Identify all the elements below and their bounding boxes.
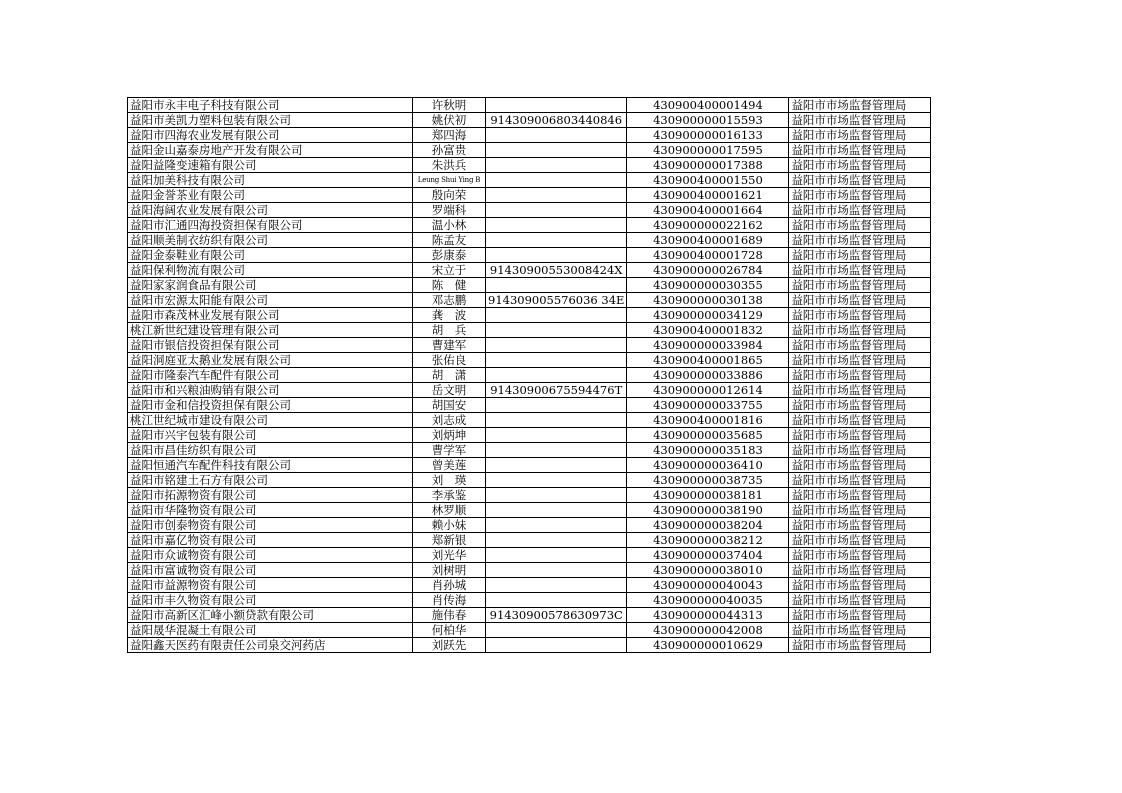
credit-code-cell <box>486 98 627 113</box>
registration-number-cell: 430900000035685 <box>627 428 789 443</box>
registration-number-cell: 430900000015593 <box>627 113 789 128</box>
table-row <box>128 98 931 113</box>
table-row <box>128 443 931 458</box>
registration-number-cell: 430900000017388 <box>627 158 789 173</box>
legal-representative-cell: 何柏华 <box>413 623 486 638</box>
legal-representative-cell: 殷向荣 <box>413 188 486 203</box>
credit-code-cell <box>486 158 627 173</box>
credit-code-cell <box>486 563 627 578</box>
legal-representative-cell: 郑四海 <box>413 128 486 143</box>
legal-representative-cell: 肖孙城 <box>413 578 486 593</box>
company-name-cell: 益阳市四海农业发展有限公司 <box>128 128 413 143</box>
credit-code-cell <box>486 533 627 548</box>
legal-representative-cell: 刘树明 <box>413 563 486 578</box>
authority-cell: 益阳市市场监督管理局 <box>789 578 931 593</box>
legal-representative-cell: 郑新银 <box>413 533 486 548</box>
table-row <box>128 218 931 233</box>
legal-representative-cell: 林罗顺 <box>413 503 486 518</box>
credit-code-cell: 91430900553008424X <box>486 263 627 278</box>
registration-number-cell: 430900000035183 <box>627 443 789 458</box>
table-row <box>128 398 931 413</box>
legal-representative-cell: 许秋明 <box>413 98 486 113</box>
legal-representative-cell: 龚 波 <box>413 308 486 323</box>
company-name-cell: 益阳市丰久物资有限公司 <box>128 593 413 608</box>
legal-representative-cell: 胡 潇 <box>413 368 486 383</box>
credit-code-cell <box>486 338 627 353</box>
company-name-cell: 益阳益隆变速箱有限公司 <box>128 158 413 173</box>
registration-number-cell: 430900000040043 <box>627 578 789 593</box>
company-name-cell: 益阳海阔农业发展有限公司 <box>128 203 413 218</box>
credit-code-cell <box>486 473 627 488</box>
company-name-cell: 益阳顺美制衣纺织有限公司 <box>128 233 413 248</box>
company-name-cell: 益阳市益源物资有限公司 <box>128 578 413 593</box>
company-name-cell: 益阳保利物流有限公司 <box>128 263 413 278</box>
authority-cell: 益阳市市场监督管理局 <box>789 443 931 458</box>
company-name-cell: 益阳市众诚物资有限公司 <box>128 548 413 563</box>
company-name-cell: 益阳市嘉亿物资有限公司 <box>128 533 413 548</box>
credit-code-cell <box>486 638 627 653</box>
registration-number-cell: 430900000038181 <box>627 488 789 503</box>
registration-number-cell: 430900000038212 <box>627 533 789 548</box>
company-name-cell: 益阳市宏源太阳能有限公司 <box>128 293 413 308</box>
legal-representative-cell: 张佑良 <box>413 353 486 368</box>
company-name-cell: 益阳市隆泰汽车配件有限公司 <box>128 368 413 383</box>
table-row <box>128 323 931 338</box>
registration-number-cell: 430900400001689 <box>627 233 789 248</box>
authority-cell: 益阳市市场监督管理局 <box>789 488 931 503</box>
company-table <box>127 97 931 653</box>
table-row <box>128 143 931 158</box>
company-name-cell: 益阳鑫天医药有限责任公司泉交河药店 <box>128 638 413 653</box>
registration-number-cell: 430900000010629 <box>627 638 789 653</box>
legal-representative-cell: 温小林 <box>413 218 486 233</box>
authority-cell: 益阳市市场监督管理局 <box>789 638 931 653</box>
authority-cell: 益阳市市场监督管理局 <box>789 98 931 113</box>
table-row <box>128 233 931 248</box>
authority-cell: 益阳市市场监督管理局 <box>789 113 931 128</box>
credit-code-cell <box>486 488 627 503</box>
authority-cell: 益阳市市场监督管理局 <box>789 158 931 173</box>
company-name-cell: 桃江新世纪建设管理有限公司 <box>128 323 413 338</box>
registration-number-cell: 430900000034129 <box>627 308 789 323</box>
legal-representative-cell: 肖传海 <box>413 593 486 608</box>
table-row <box>128 383 931 398</box>
credit-code-cell <box>486 593 627 608</box>
company-name-cell: 益阳市兴宇包装有限公司 <box>128 428 413 443</box>
authority-cell: 益阳市市场监督管理局 <box>789 548 931 563</box>
table-row <box>128 413 931 428</box>
authority-cell: 益阳市市场监督管理局 <box>789 188 931 203</box>
credit-code-cell <box>486 548 627 563</box>
authority-cell: 益阳市市场监督管理局 <box>789 623 931 638</box>
legal-representative-cell: Leung Shui Ying B <box>413 173 486 188</box>
company-name-cell: 益阳市昌佳纺织有限公司 <box>128 443 413 458</box>
company-name-cell: 益阳市汇通四海投资担保有限公司 <box>128 218 413 233</box>
company-name-cell: 桃江世纪城市建设有限公司 <box>128 413 413 428</box>
credit-code-cell: 914309006803440846 <box>486 113 627 128</box>
registration-number-cell: 430900000038010 <box>627 563 789 578</box>
company-name-cell: 益阳市森茂林业发展有限公司 <box>128 308 413 323</box>
authority-cell: 益阳市市场监督管理局 <box>789 368 931 383</box>
company-name-cell: 益阳家家润食品有限公司 <box>128 278 413 293</box>
registration-number-cell: 430900000033886 <box>627 368 789 383</box>
registration-number-cell: 430900400001832 <box>627 323 789 338</box>
credit-code-cell <box>486 143 627 158</box>
company-name-cell: 益阳市银信投资担保有限公司 <box>128 338 413 353</box>
table-row <box>128 158 931 173</box>
company-name-cell: 益阳晟华混凝土有限公司 <box>128 623 413 638</box>
registration-number-cell: 430900400001494 <box>627 98 789 113</box>
credit-code-cell <box>486 248 627 263</box>
credit-code-cell <box>486 323 627 338</box>
company-name-cell: 益阳市美凯力塑料包装有限公司 <box>128 113 413 128</box>
authority-cell: 益阳市市场监督管理局 <box>789 383 931 398</box>
authority-cell: 益阳市市场监督管理局 <box>789 248 931 263</box>
table-row <box>128 203 931 218</box>
company-name-cell: 益阳市富诚物资有限公司 <box>128 563 413 578</box>
credit-code-cell <box>486 428 627 443</box>
table-row <box>128 128 931 143</box>
table-row <box>128 488 931 503</box>
legal-representative-cell: 刘跃先 <box>413 638 486 653</box>
legal-representative-cell: 邓志鹏 <box>413 293 486 308</box>
legal-representative-cell: 刘志成 <box>413 413 486 428</box>
table-row <box>128 608 931 623</box>
authority-cell: 益阳市市场监督管理局 <box>789 413 931 428</box>
registration-number-cell: 430900000012614 <box>627 383 789 398</box>
registration-number-cell: 430900000017595 <box>627 143 789 158</box>
registration-number-cell: 430900000042008 <box>627 623 789 638</box>
company-name-cell: 益阳市永丰电子科技有限公司 <box>128 98 413 113</box>
authority-cell: 益阳市市场监督管理局 <box>789 428 931 443</box>
company-name-cell: 益阳市和兴粮油购销有限公司 <box>128 383 413 398</box>
registration-number-cell: 430900000036410 <box>627 458 789 473</box>
table-row <box>128 188 931 203</box>
legal-representative-cell: 赖小妹 <box>413 518 486 533</box>
table-row <box>128 458 931 473</box>
table-row <box>128 353 931 368</box>
legal-representative-cell: 宋立于 <box>413 263 486 278</box>
credit-code-cell <box>486 278 627 293</box>
company-name-cell: 益阳洞庭亚太鹅业发展有限公司 <box>128 353 413 368</box>
credit-code-cell: 91430900675594476T <box>486 383 627 398</box>
authority-cell: 益阳市市场监督管理局 <box>789 263 931 278</box>
table-row <box>128 503 931 518</box>
registration-number-cell: 430900000038204 <box>627 518 789 533</box>
table-row <box>128 518 931 533</box>
table-row <box>128 113 931 128</box>
legal-representative-cell: 陈 健 <box>413 278 486 293</box>
authority-cell: 益阳市市场监督管理局 <box>789 293 931 308</box>
authority-cell: 益阳市市场监督管理局 <box>789 323 931 338</box>
company-name-cell: 益阳市拓源物资有限公司 <box>128 488 413 503</box>
table-row <box>128 263 931 278</box>
authority-cell: 益阳市市场监督管理局 <box>789 473 931 488</box>
table-row <box>128 638 931 653</box>
registration-number-cell: 430900400001664 <box>627 203 789 218</box>
registration-number-cell: 430900000037404 <box>627 548 789 563</box>
authority-cell: 益阳市市场监督管理局 <box>789 533 931 548</box>
legal-representative-cell: 曹建军 <box>413 338 486 353</box>
credit-code-cell <box>486 398 627 413</box>
authority-cell: 益阳市市场监督管理局 <box>789 518 931 533</box>
registration-number-cell: 430900400001621 <box>627 188 789 203</box>
credit-code-cell <box>486 458 627 473</box>
company-table-body <box>128 98 931 653</box>
legal-representative-cell: 刘光华 <box>413 548 486 563</box>
credit-code-cell <box>486 188 627 203</box>
authority-cell: 益阳市市场监督管理局 <box>789 338 931 353</box>
registration-number-cell: 430900000022162 <box>627 218 789 233</box>
credit-code-cell <box>486 578 627 593</box>
legal-representative-cell: 朱洪兵 <box>413 158 486 173</box>
legal-representative-cell: 曹学军 <box>413 443 486 458</box>
legal-representative-cell: 孙富贵 <box>413 143 486 158</box>
company-name-cell: 益阳加美科技有限公司 <box>128 173 413 188</box>
credit-code-cell <box>486 308 627 323</box>
company-name-cell: 益阳市金和信投资担保有限公司 <box>128 398 413 413</box>
table-row <box>128 428 931 443</box>
legal-representative-cell: 胡国安 <box>413 398 486 413</box>
registration-number-cell: 430900000026784 <box>627 263 789 278</box>
credit-code-cell <box>486 128 627 143</box>
authority-cell: 益阳市市场监督管理局 <box>789 458 931 473</box>
registration-number-cell: 430900000033984 <box>627 338 789 353</box>
table-row <box>128 173 931 188</box>
authority-cell: 益阳市市场监督管理局 <box>789 398 931 413</box>
registration-number-cell: 430900400001816 <box>627 413 789 428</box>
table-row <box>128 623 931 638</box>
authority-cell: 益阳市市场监督管理局 <box>789 218 931 233</box>
table-row <box>128 563 931 578</box>
credit-code-cell <box>486 203 627 218</box>
legal-representative-cell: 陈孟友 <box>413 233 486 248</box>
table-row <box>128 533 931 548</box>
legal-representative-cell: 施伟春 <box>413 608 486 623</box>
credit-code-cell <box>486 233 627 248</box>
authority-cell: 益阳市市场监督管理局 <box>789 233 931 248</box>
legal-representative-cell: 李承鉴 <box>413 488 486 503</box>
credit-code-cell: 914309005576036 34E <box>486 293 627 308</box>
credit-code-cell <box>486 503 627 518</box>
credit-code-cell <box>486 443 627 458</box>
legal-representative-cell: 罗端科 <box>413 203 486 218</box>
registration-number-cell: 430900000033755 <box>627 398 789 413</box>
legal-representative-cell: 刘炳坤 <box>413 428 486 443</box>
table-row <box>128 578 931 593</box>
table-row <box>128 248 931 263</box>
table-row <box>128 338 931 353</box>
legal-representative-cell: 刘 瑛 <box>413 473 486 488</box>
registration-number-cell: 430900400001728 <box>627 248 789 263</box>
credit-code-cell <box>486 218 627 233</box>
table-row <box>128 368 931 383</box>
authority-cell: 益阳市市场监督管理局 <box>789 278 931 293</box>
registration-number-cell: 430900000016133 <box>627 128 789 143</box>
registration-number-cell: 430900400001865 <box>627 353 789 368</box>
authority-cell: 益阳市市场监督管理局 <box>789 563 931 578</box>
company-name-cell: 益阳金山嘉泰房地产开发有限公司 <box>128 143 413 158</box>
registration-number-cell: 430900000038735 <box>627 473 789 488</box>
credit-code-cell: 91430900578630973C <box>486 608 627 623</box>
table-row <box>128 308 931 323</box>
legal-representative-cell: 岳文明 <box>413 383 486 398</box>
authority-cell: 益阳市市场监督管理局 <box>789 353 931 368</box>
table-row <box>128 473 931 488</box>
company-name-cell: 益阳市创泰物资有限公司 <box>128 518 413 533</box>
legal-representative-cell: 姚伏初 <box>413 113 486 128</box>
company-name-cell: 益阳市高新区汇峰小额贷款有限公司 <box>128 608 413 623</box>
company-name-cell: 益阳金誉茶业有限公司 <box>128 188 413 203</box>
credit-code-cell <box>486 353 627 368</box>
legal-representative-cell: 胡 兵 <box>413 323 486 338</box>
authority-cell: 益阳市市场监督管理局 <box>789 173 931 188</box>
registration-number-cell: 430900000038190 <box>627 503 789 518</box>
registration-number-cell: 430900000030138 <box>627 293 789 308</box>
legal-representative-cell: 彭康泰 <box>413 248 486 263</box>
authority-cell: 益阳市市场监督管理局 <box>789 203 931 218</box>
company-name-cell: 益阳金泰鞋业有限公司 <box>128 248 413 263</box>
authority-cell: 益阳市市场监督管理局 <box>789 308 931 323</box>
legal-representative-cell: 曾美莲 <box>413 458 486 473</box>
registration-number-cell: 430900000044313 <box>627 608 789 623</box>
registration-number-cell: 430900000030355 <box>627 278 789 293</box>
authority-cell: 益阳市市场监督管理局 <box>789 128 931 143</box>
credit-code-cell <box>486 518 627 533</box>
authority-cell: 益阳市市场监督管理局 <box>789 143 931 158</box>
credit-code-cell <box>486 623 627 638</box>
credit-code-cell <box>486 368 627 383</box>
credit-code-cell <box>486 173 627 188</box>
registration-number-cell: 430900000040035 <box>627 593 789 608</box>
table-row <box>128 293 931 308</box>
table-row <box>128 278 931 293</box>
table-row <box>128 548 931 563</box>
company-name-cell: 益阳市华隆物资有限公司 <box>128 503 413 518</box>
company-name-cell: 益阳市铭建土石方有限公司 <box>128 473 413 488</box>
company-name-cell: 益阳恒通汽车配件科技有限公司 <box>128 458 413 473</box>
authority-cell: 益阳市市场监督管理局 <box>789 593 931 608</box>
authority-cell: 益阳市市场监督管理局 <box>789 608 931 623</box>
registration-number-cell: 430900400001550 <box>627 173 789 188</box>
authority-cell: 益阳市市场监督管理局 <box>789 503 931 518</box>
table-row <box>128 593 931 608</box>
credit-code-cell <box>486 413 627 428</box>
